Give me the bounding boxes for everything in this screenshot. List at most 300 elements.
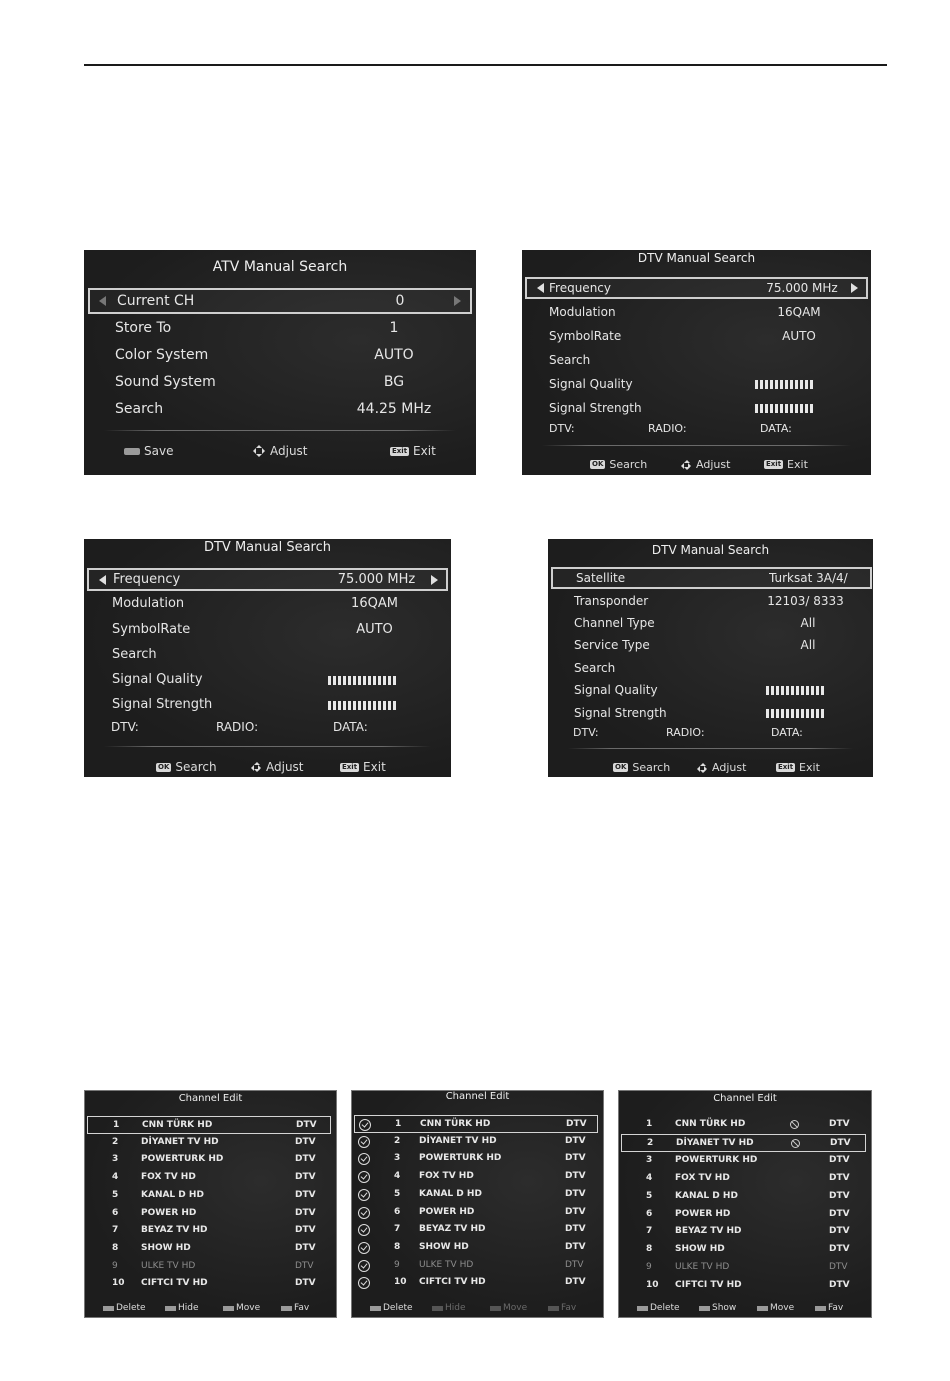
signal-quality-row [522,377,871,395]
row-value: 0 [395,293,405,309]
exit-key-icon: Exit [392,446,408,455]
channel-row[interactable] [621,1134,866,1152]
atv-manual-search-panel [84,250,476,475]
channel-name: POWER HD [419,1206,475,1217]
channel-name: BEYAZ TV HD [141,1225,208,1236]
search-label: Search [609,458,648,471]
exit-key-icon: Exit [342,762,358,771]
check-icon[interactable] [358,1260,370,1272]
move-label: Move [770,1303,795,1313]
channel-name: FOX TV HD [141,1172,196,1183]
hide-show-hint[interactable] [432,1303,466,1313]
signal-quality-bars [766,686,824,695]
channel-row[interactable] [352,1257,603,1275]
row-label: Frequency [113,572,181,587]
signal-quality-bars [755,380,813,389]
check-icon[interactable] [359,1119,371,1131]
color-key-icon [699,1306,710,1311]
search-row[interactable] [522,353,871,371]
channel-name: CNN TÜRK HD [142,1120,213,1130]
channel-number: 6 [112,1207,119,1218]
row-value: AUTO [374,347,414,363]
fav-hint[interactable] [548,1303,576,1313]
left-arrow-icon[interactable] [99,575,106,585]
channel-row[interactable] [619,1206,871,1224]
delete-label: Delete [650,1303,680,1313]
channel-name: SHOW HD [675,1244,725,1255]
channel-name: SHOW HD [419,1241,469,1252]
dpad-icon [250,761,262,773]
color-key-icon [548,1306,559,1311]
channel-name: FOX TV HD [675,1172,730,1183]
color-key-icon [281,1306,292,1311]
data-count: DATA: [333,720,368,734]
modulation-row[interactable] [84,596,451,614]
channel-row[interactable] [352,1150,603,1168]
channel-type: DTV [565,1277,586,1288]
channel-type: DTV [565,1171,586,1182]
symbolrate-row[interactable] [522,329,871,347]
check-icon[interactable] [358,1277,370,1289]
channel-type: DTV [295,1207,316,1218]
channel-number: 9 [112,1260,118,1271]
channel-row[interactable] [619,1259,871,1277]
channel-type: DTV [565,1206,586,1217]
save-hint[interactable] [124,444,173,458]
row-label: Service Type [574,638,650,652]
channel-row[interactable] [85,1205,336,1223]
channel-number: 4 [646,1172,653,1183]
satellite-row[interactable] [551,567,872,589]
channel-number: 8 [112,1242,119,1253]
row-label: Signal Strength [574,706,667,720]
dtv-count: DTV: [111,720,139,734]
adjust-hint[interactable] [696,761,746,774]
move-label: Move [503,1303,528,1313]
panel-footer [522,458,871,474]
channel-number: 3 [112,1154,119,1165]
check-icon[interactable] [358,1242,370,1254]
row-label: SymbolRate [112,622,191,637]
channel-row[interactable] [619,1188,871,1206]
channel-number: 10 [394,1277,407,1288]
channel-type: DTV [829,1262,848,1273]
dtv-manual-search-panel [522,250,871,475]
channel-row[interactable] [85,1240,336,1258]
modulation-row[interactable] [522,305,871,323]
move-hint[interactable] [757,1303,794,1313]
check-icon[interactable] [358,1136,370,1148]
channel-row[interactable] [85,1222,336,1240]
row-label: SymbolRate [549,329,622,343]
transponder-row[interactable] [548,594,873,612]
channel-row[interactable] [85,1151,336,1169]
fav-label: Fav [561,1303,577,1313]
hide-show-label: Hide [445,1303,466,1313]
row-value: BG [383,374,405,390]
row-label: Search [115,401,164,417]
channel-row[interactable] [354,1115,598,1133]
row-label: Channel Type [574,616,655,630]
row-label: Search [549,353,591,367]
channel-row[interactable] [352,1168,603,1186]
row-value: AUTO [782,329,816,343]
row-label: Current CH [117,293,195,309]
channel-row[interactable] [85,1187,336,1205]
channel-counts-row [548,726,873,742]
channel-number: 4 [112,1172,119,1183]
row-label: Signal Strength [112,697,213,712]
adjust-label: Adjust [270,444,308,458]
symbolrate-row[interactable] [84,622,451,640]
channel-number: 5 [646,1190,653,1201]
check-icon[interactable] [358,1224,370,1236]
panel-title: Channel Edit [178,1093,243,1104]
data-count: DATA: [760,422,792,435]
channel-type-row[interactable] [548,616,873,634]
channel-name: CIFTCI TV HD [419,1277,486,1288]
row-value: 16QAM [351,596,398,611]
adjust-hint[interactable] [250,760,304,774]
channel-name: POWERTURK HD [419,1153,502,1164]
channel-type: DTV [565,1241,586,1252]
header-rule [84,64,887,66]
search-row[interactable] [84,647,451,665]
delete-hint[interactable] [370,1303,413,1313]
channel-type: DTV [830,1137,851,1148]
row-label: Transponder [574,594,649,608]
row-label: Signal Quality [549,377,633,391]
channel-number: 8 [646,1244,653,1255]
color-key-icon [490,1306,501,1311]
channel-name: CIFTCI TV HD [141,1278,208,1289]
channel-row[interactable] [619,1277,871,1295]
channel-row[interactable] [352,1186,603,1204]
channel-edit-panel [84,1090,337,1318]
color-key-icon [165,1306,176,1311]
right-arrow-icon[interactable] [851,283,858,293]
dpad-icon [696,762,708,774]
delete-label: Delete [383,1303,413,1313]
signal-strength-bars [755,404,813,413]
channel-type: DTV [829,1154,850,1165]
channel-row[interactable] [352,1221,603,1239]
adjust-hint[interactable] [252,444,308,458]
channel-name: ULKE TV HD [419,1259,474,1270]
check-icon[interactable] [358,1153,370,1165]
row-value: 12103/ 8333 [767,594,844,608]
search-hint[interactable] [156,760,217,774]
panel-footer [84,760,451,776]
row-label: Search [574,661,616,675]
channel-type: DTV [565,1135,586,1146]
dtv-manual-search-panel [84,539,451,777]
search-label: Search [632,761,671,774]
hide-show-label: Show [712,1303,737,1313]
hide-show-hint[interactable] [165,1303,199,1313]
panel-footer [548,761,873,775]
left-arrow-icon[interactable] [537,283,544,293]
panel-footer [84,444,476,462]
row-label: Sound System [115,374,216,390]
row-value: All [800,616,816,630]
dpad-icon [680,459,692,471]
channel-name: SHOW HD [141,1242,191,1253]
adjust-label: Adjust [696,458,731,471]
row-label: Search [112,647,157,662]
channel-type: DTV [829,1280,850,1291]
channel-name: CNN TÜRK HD [420,1119,491,1129]
channel-row[interactable] [85,1134,336,1152]
channel-row[interactable] [85,1169,336,1187]
color-system-row[interactable] [84,347,476,369]
delete-hint[interactable] [637,1303,680,1313]
delete-hint[interactable] [103,1303,146,1313]
channel-number: 10 [112,1278,125,1289]
ok-key-icon: OK [158,762,170,771]
hide-show-label: Hide [178,1303,199,1313]
row-value: AUTO [356,622,393,637]
check-icon[interactable] [358,1189,370,1201]
exit-label: Exit [799,761,820,774]
footer-divider [104,746,431,747]
channel-row[interactable] [619,1170,871,1188]
channel-row[interactable] [619,1152,871,1170]
check-icon[interactable] [358,1171,370,1183]
channel-name: POWER HD [675,1208,731,1219]
radio-count: RADIO: [666,726,705,739]
signal-strength-row [522,401,871,419]
save-label: Save [144,444,174,458]
row-value: All [800,638,816,652]
radio-count: RADIO: [216,720,259,734]
dtv-count: DTV: [573,726,599,739]
panel-title: Channel Edit [713,1093,777,1104]
hidden-icon [791,1139,800,1148]
signal-strength-row [548,706,873,724]
adjust-label: Adjust [712,761,747,774]
adjust-label: Adjust [266,760,304,774]
channel-number: 9 [646,1262,652,1273]
fav-hint[interactable] [281,1303,309,1313]
channel-number: 1 [113,1120,120,1130]
channel-type: DTV [565,1259,584,1270]
channel-edit-panel [618,1090,872,1318]
exit-hint[interactable] [776,761,820,774]
channel-number: 7 [112,1225,119,1236]
data-count: DATA: [771,726,803,739]
right-arrow-icon[interactable] [454,296,461,306]
channel-row[interactable] [619,1241,871,1259]
color-key-icon [815,1306,826,1311]
move-hint[interactable] [223,1303,260,1313]
channel-type: DTV [566,1119,587,1129]
check-icon[interactable] [358,1207,370,1219]
row-label: Frequency [549,281,611,295]
radio-count: RADIO: [648,422,687,435]
channel-row[interactable] [619,1223,871,1241]
signal-quality-bars [328,676,396,685]
color-key-icon [757,1306,768,1311]
channel-row[interactable] [352,1239,603,1257]
hide-show-hint[interactable] [699,1303,736,1313]
frequency-row[interactable] [87,568,448,591]
channel-counts-row [522,422,871,438]
channel-row[interactable] [87,1116,331,1134]
channel-name: FOX TV HD [419,1171,474,1182]
footer-divider [104,430,456,431]
channel-row[interactable] [85,1275,336,1293]
delete-label: Delete [116,1303,146,1313]
panel-title: DTV Manual Search [203,540,331,555]
fav-label: Fav [828,1303,844,1313]
channel-name: ULKE TV HD [675,1262,730,1273]
channel-number: 2 [394,1135,401,1146]
search-row[interactable] [548,661,873,679]
right-arrow-icon[interactable] [431,575,438,585]
channel-number: 3 [646,1154,653,1165]
row-label: Signal Strength [549,401,642,415]
satellite-manual-search-panel [548,539,873,777]
left-arrow-icon[interactable] [99,296,106,306]
sound-system-row[interactable] [84,374,476,396]
channel-type: DTV [565,1188,586,1199]
color-key-icon [432,1306,443,1311]
adjust-hint[interactable] [680,458,730,471]
row-label: Signal Quality [112,672,203,687]
channel-name: KANAL D HD [419,1188,482,1199]
signal-quality-row [84,672,451,690]
color-key-icon [370,1306,381,1311]
signal-strength-bars [766,709,824,718]
channel-row[interactable] [619,1116,871,1134]
exit-label: Exit [413,444,436,458]
move-hint[interactable] [490,1303,527,1313]
row-label: Store To [115,320,172,336]
color-key-icon [223,1306,234,1311]
channel-name: CIFTCI TV HD [675,1280,742,1291]
row-label: Color System [115,347,209,363]
fav-hint[interactable] [815,1303,843,1313]
channel-type: DTV [829,1244,850,1255]
channel-type: DTV [296,1120,317,1130]
exit-hint[interactable] [340,760,386,774]
channel-number: 7 [394,1224,401,1235]
channel-type: DTV [829,1190,850,1201]
channel-type: DTV [295,1225,316,1236]
channel-row[interactable] [352,1133,603,1151]
channel-name: ULKE TV HD [141,1260,196,1271]
frequency-row[interactable] [525,277,868,299]
channel-number: 7 [646,1226,653,1237]
channel-number: 3 [394,1153,401,1164]
dpad-icon [252,444,266,458]
channel-name: DİYANET TV HD [419,1135,497,1146]
channel-number: 8 [394,1241,401,1252]
footer-divider [542,445,851,446]
exit-hint[interactable] [764,458,808,471]
footer-divider [568,748,853,749]
signal-quality-row [548,683,873,701]
channel-name: DİYANET TV HD [676,1137,754,1148]
channel-type: DTV [295,1189,316,1200]
row-value: 75.000 MHz [337,572,416,587]
panel-title: Channel Edit [445,1091,510,1102]
current-ch-row[interactable] [88,288,472,314]
channel-type: DTV [565,1153,586,1164]
channel-number: 10 [646,1280,659,1291]
search-hint[interactable] [613,761,670,774]
channel-type: DTV [295,1278,316,1289]
channel-name: KANAL D HD [141,1189,204,1200]
channel-type: DTV [295,1242,316,1253]
channel-type: DTV [829,1119,850,1129]
exit-key-icon: Exit [778,763,794,771]
channel-row[interactable] [85,1258,336,1276]
row-label: Modulation [549,305,616,319]
channel-name: BEYAZ TV HD [675,1226,742,1237]
channel-name: KANAL D HD [675,1190,738,1201]
channel-name: DİYANET TV HD [141,1136,219,1147]
channel-type: DTV [295,1136,316,1147]
signal-strength-row [84,697,451,715]
channel-row[interactable] [352,1204,603,1222]
row-value: 16QAM [777,305,821,319]
color-key-icon [637,1306,648,1311]
store-to-row[interactable] [84,320,476,342]
row-value: 44.25 MHz [356,401,432,417]
channel-type: DTV [829,1208,850,1219]
exit-key-icon: Exit [766,460,782,468]
search-row[interactable] [84,401,476,423]
panel-title: DTV Manual Search [651,543,770,557]
channel-edit-panel [351,1090,604,1318]
channel-type: DTV [295,1260,314,1271]
channel-number: 5 [394,1188,401,1199]
signal-strength-bars [328,701,396,710]
row-value: 75.000 MHz [766,281,838,295]
panel-title: ATV Manual Search [212,259,348,275]
fav-label: Fav [294,1303,310,1313]
panel-title: DTV Manual Search [637,251,756,265]
green-key-icon [124,448,140,455]
channel-type: DTV [295,1172,316,1183]
row-label: Modulation [112,596,185,611]
color-key-icon [103,1306,114,1311]
channel-number: 1 [395,1119,402,1129]
channel-number: 5 [112,1189,119,1200]
row-value: 1 [389,320,399,336]
channel-number: 9 [394,1259,400,1270]
ok-key-icon: OK [615,763,627,771]
channel-number: 6 [646,1208,653,1219]
row-label: Satellite [576,571,626,585]
channel-number: 6 [394,1206,401,1217]
row-label: Signal Quality [574,683,658,697]
channel-number: 2 [647,1137,654,1148]
channel-name: POWERTURK HD [675,1154,758,1165]
exit-hint[interactable] [390,444,436,458]
service-type-row[interactable] [548,638,873,656]
channel-row[interactable] [352,1274,603,1292]
channel-number: 4 [394,1171,401,1182]
exit-label: Exit [363,760,386,774]
channel-name: BEYAZ TV HD [419,1224,486,1235]
channel-type: DTV [295,1154,316,1165]
search-hint[interactable] [590,458,647,471]
channel-name: POWER HD [141,1207,197,1218]
dtv-count: DTV: [549,422,575,435]
